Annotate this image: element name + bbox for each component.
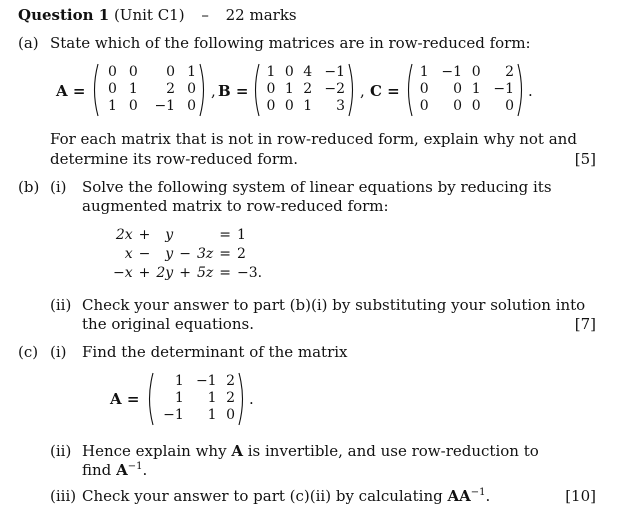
matrix-row	[99, 81, 199, 98]
matrix-c	[405, 63, 525, 117]
part-b-i-label: (i)	[50, 178, 67, 196]
equation-term: y	[165, 227, 174, 243]
matrix-cell: −1	[195, 373, 217, 389]
part-b-ii-line-2: the original equations.	[82, 315, 254, 333]
part-a-follow-2: determine its row-reduced form.	[50, 150, 298, 168]
matrix-cell: −1	[493, 81, 514, 97]
equation-term: =	[219, 265, 231, 281]
matrix-cell: 0	[453, 81, 462, 97]
matrix-cell: 0	[187, 98, 196, 114]
matrix-cell: 0	[107, 64, 117, 80]
matrix-cell: 1	[471, 81, 481, 97]
part-b-i-line-1: Solve the following system of linear equations by reducing its	[82, 178, 552, 196]
matrix-cell: 2	[226, 373, 235, 389]
matrix-cell: 2	[226, 390, 235, 406]
matrix-row	[413, 98, 517, 115]
part-b-label: (b)	[18, 178, 40, 196]
matrix-cell: 1	[207, 407, 217, 423]
part-a-label: (a)	[18, 34, 39, 52]
equation-term: +	[138, 227, 151, 243]
equation-term: 1	[236, 227, 246, 243]
part-b-marks: [7]	[574, 315, 596, 333]
matrix-row	[413, 81, 517, 98]
matrix-cell: 0	[266, 81, 276, 97]
part-b-ii-label: (ii)	[50, 296, 72, 314]
matrix-cell: 2	[303, 81, 313, 97]
matrix-cell: 0	[128, 64, 138, 80]
matrix-cell: −1	[441, 64, 462, 80]
part-c-label: (c)	[18, 343, 39, 361]
total-marks: 22 marks	[225, 6, 297, 24]
matrix-cell: 2	[166, 81, 176, 97]
header-dash: –	[201, 6, 209, 24]
matrix-b	[252, 63, 356, 117]
matrix-cell: 1	[187, 64, 196, 80]
matrix-row	[154, 407, 238, 424]
left-paren	[252, 63, 260, 117]
matrix-cell: 0	[284, 64, 294, 80]
matrix-row	[154, 373, 238, 390]
matrix-cell: −1	[154, 98, 176, 114]
matrix-cell: 0	[128, 98, 138, 114]
part-a-follow-1: For each matrix that is not in row-reduced form, explain why not and	[50, 130, 577, 148]
part-c-i-label: (i)	[50, 343, 67, 361]
equation-term: +	[138, 265, 151, 281]
left-paren	[146, 372, 154, 426]
matrix-row	[260, 64, 348, 81]
equation-term: 5z	[196, 265, 214, 281]
matrix-cell: 0	[419, 98, 429, 114]
matrix-cell: −2	[324, 81, 345, 97]
matrix-a	[91, 63, 207, 117]
part-c-iii-text: Check your answer to part (c)(ii) by calculating $AA^{-1}$.	[82, 487, 491, 505]
part-c-ii-line-1: Hence explain why A is invertible, and use row-reduction to	[82, 442, 539, 460]
matrix-c-label: C =	[370, 82, 400, 100]
matrix-row	[260, 98, 348, 115]
matrix-cell: 3	[336, 98, 345, 114]
equation-term: y	[165, 246, 174, 262]
right-paren	[348, 63, 356, 117]
matrix-cell: 0	[166, 64, 176, 80]
matrix-c-a-label: A =	[110, 390, 140, 408]
part-a-text: State which of the following matrices are in row-reduced form:	[50, 34, 531, 52]
equation-term: +	[179, 265, 191, 281]
matrix-cell: 0	[107, 81, 117, 97]
equation-term: 2	[236, 246, 246, 262]
equation-term	[194, 226, 216, 245]
matrix-cell: 0	[187, 81, 196, 97]
part-a-marks: [5]	[574, 150, 596, 168]
matrix-cell: 1	[207, 390, 217, 406]
equation-row	[110, 245, 265, 264]
question-header	[18, 6, 297, 24]
right-paren	[517, 63, 525, 117]
equation-term: −	[179, 246, 191, 262]
matrix-cell: 1	[107, 98, 117, 114]
part-c-marks: [10]	[565, 487, 596, 505]
matrix-cell: −1	[324, 64, 345, 80]
equation-row	[110, 226, 265, 245]
matrix-cell: 0	[471, 98, 481, 114]
equation-term: 3z	[196, 246, 214, 262]
part-c-iii-label: (iii)	[50, 487, 77, 505]
matrix-row	[260, 81, 348, 98]
matrix-row	[99, 98, 199, 115]
equation-term: =	[219, 227, 231, 243]
matrix-cell: 0	[266, 98, 276, 114]
part-c-ii-line-2: find $A^{-1}$.	[82, 461, 148, 479]
matrix-cell: 2	[505, 64, 514, 80]
left-paren	[91, 63, 99, 117]
equation-term	[176, 226, 194, 245]
equation-system	[110, 226, 265, 283]
matrix-cell: 0	[284, 98, 294, 114]
matrix-cell: 1	[174, 373, 184, 389]
part-b-i-line-2: augmented matrix to row-reduced form:	[82, 197, 389, 215]
matrix-row	[154, 390, 238, 407]
matrix-row	[413, 64, 517, 81]
matrix-cell: 1	[128, 81, 138, 97]
matrix-cell: 0	[419, 81, 429, 97]
matrix-row	[99, 64, 199, 81]
matrix-cell: 0	[505, 98, 514, 114]
matrix-cell: 1	[284, 81, 294, 97]
matrix-cell: 1	[174, 390, 184, 406]
matrix-cell: 1	[303, 98, 313, 114]
right-paren	[199, 63, 207, 117]
part-c-ii-label: (ii)	[50, 442, 72, 460]
equation-term: 2y	[156, 265, 174, 281]
part-b-ii-line-1: Check your answer to part (b)(i) by substituting your solution into	[82, 296, 586, 314]
equation-term: =	[219, 246, 231, 262]
matrix-cell: 0	[471, 64, 481, 80]
matrix-cell: 4	[303, 64, 313, 80]
matrix-cell: −1	[163, 407, 184, 423]
unit-label: (Unit C1)	[113, 6, 185, 24]
equation-term: −x	[113, 265, 133, 281]
equation-term: −3.	[236, 265, 263, 281]
matrix-cell: 1	[266, 64, 276, 80]
matrix-cell: 0	[226, 407, 235, 423]
matrix-b-label: B =	[218, 82, 249, 100]
part-c-i-text: Find the determinant of the matrix	[82, 343, 348, 361]
equation-term: x	[124, 246, 133, 262]
equation-row	[110, 264, 265, 283]
right-paren	[238, 372, 246, 426]
equation-term: −	[138, 246, 151, 262]
matrix-a-label: A =	[56, 82, 86, 100]
matrix-cell: 0	[453, 98, 462, 114]
equation-term: 2x	[115, 227, 133, 243]
matrix-cell: 1	[419, 64, 429, 80]
left-paren	[405, 63, 413, 117]
question-number: Question 1	[18, 6, 110, 24]
matrix-c-a	[146, 372, 246, 426]
